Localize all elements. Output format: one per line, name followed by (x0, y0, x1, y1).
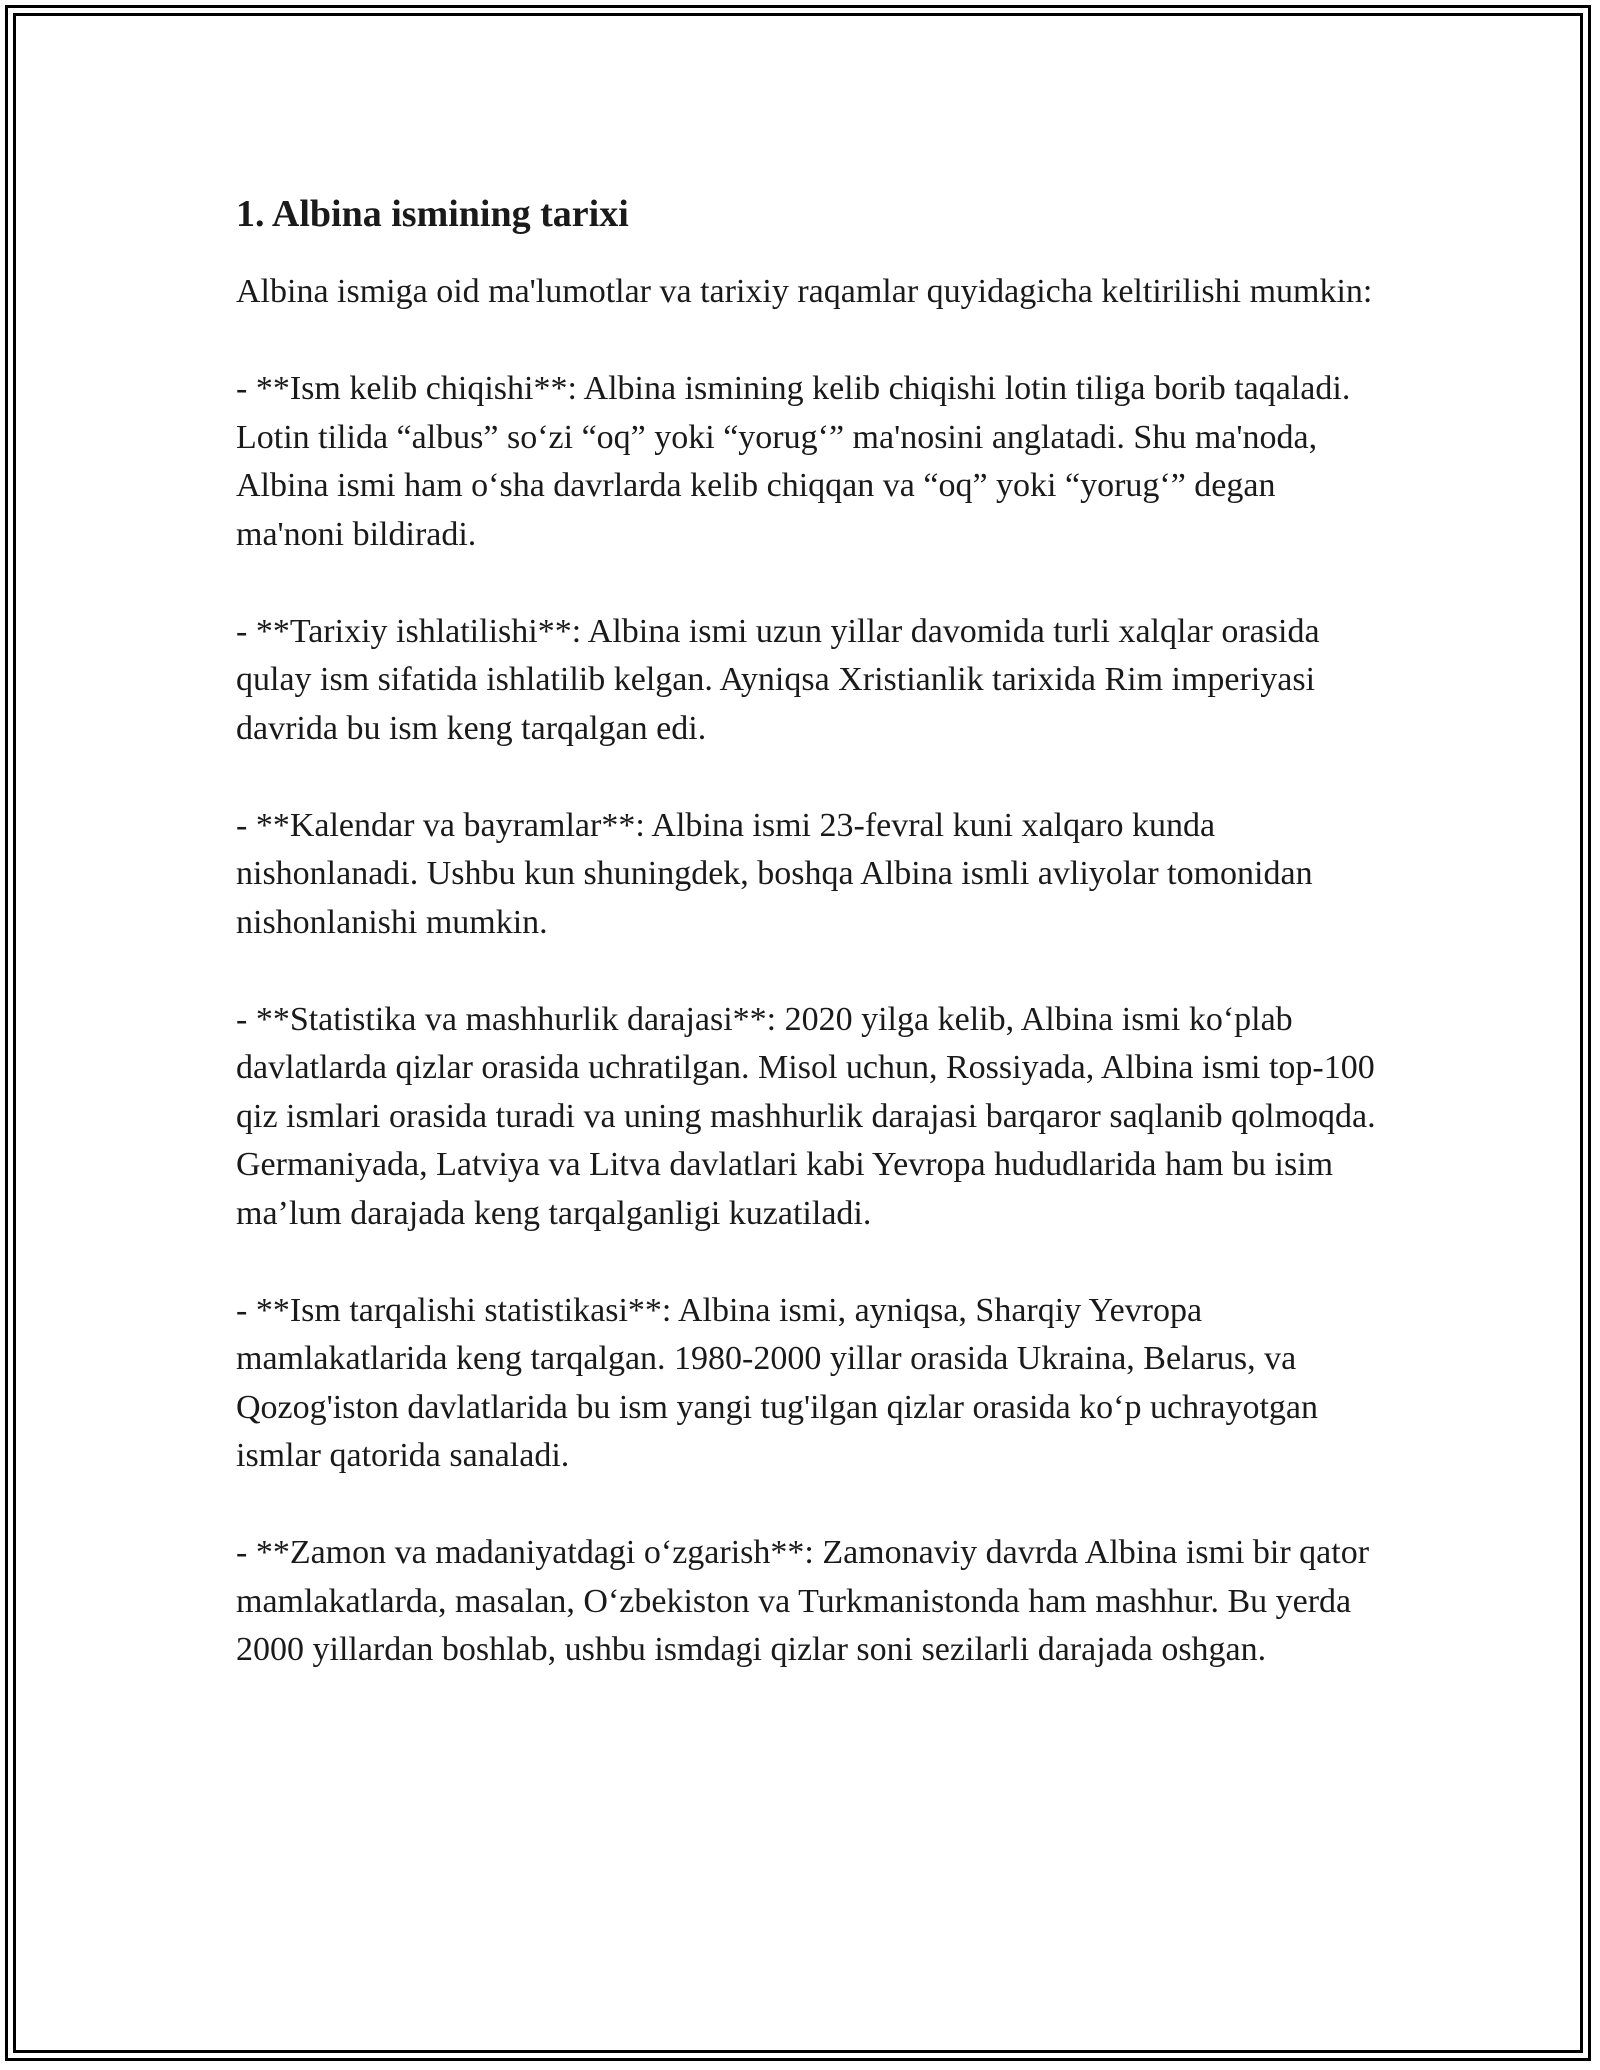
paragraph-statistics-popularity: - **Statistika va mashhurlik darajasi**: 2020 yilga kelib, Albina ismi ko‘plab davlatlarda qizlar orasida uchratilgan. Misol uchun, Rossiyada, Albina ismi top-100 qiz ismlari orasida turadi va uning mashhurlik darajasi barqaror saqlanib qolmoqda. Germaniyada, Latviya va Litva davlatlari kabi Yevropa hududlarida ham bu isim ma’lum darajada keng tarqalganligi kuzatiladi. (236, 1000, 1376, 1232)
paragraph-distribution-statistics: - **Ism tarqalishi statistikasi**: Albina ismi, ayniqsa, Sharqiy Yevropa mamlakatlarida keng tarqalgan. 1980-2000 yillar orasida Ukraina, Belarus, va Qozog'iston davlatlarida bu ism yangi tug'ilgan qizlar orasida ko‘p uchrayotgan ismlar qatorida sanaladi. (236, 1291, 1319, 1474)
paragraph-calendar: - **Kalendar va bayramlar**: Albina ismi 23-fevral kuni xalqaro kunda nishonlanadi. Ushbu kun shuningdek, boshqa Albina ismli avliyolar tomonidan nishonlanishi mumkin. (236, 806, 1313, 941)
document-title: 1. Albina ismining tarixi (236, 193, 629, 235)
paragraph-modern-culture: - **Zamon va madaniyatdagi o‘zgarish**: Zamonaviy davrda Albina ismi bir qator mamlakatlarda, masalan, O‘zbekiston va Turkmanistonda ham mashhur. Bu yerda 2000 yillardan boshlab, ushbu ismdagi qizlar soni sezilarli darajada oshgan. (236, 1534, 1370, 1668)
paragraph-historical-usage: - **Tarixiy ishlatilishi**: Albina ismi uzun yillar davomida turli xalqlar orasida qulay ism sifatida ishlatilib kelgan. Ayniqsa Xristianlik tarixida Rim imperiyasi davrida bu ism keng tarqalgan edi. (236, 612, 1320, 747)
paragraph-origin: - **Ism kelib chiqishi**: Albina ismining kelib chiqishi lotin tiliga borib taqaladi. Lotin tilida “albus” so‘zi “oq” yoki “yorug‘” ma'nosini anglatadi. Shu ma'noda, Albina ismi ham o‘sha davrlarda kelib chiqqan va “oq” yoki “yorug‘” degan ma'noni bildiradi. (236, 370, 1351, 553)
document-body (236, 190, 1376, 1675)
intro-paragraph: Albina ismiga oid ma'lumotlar va tarixiy raqamlar quyidagicha keltirilishi mumkin: (236, 273, 1373, 310)
